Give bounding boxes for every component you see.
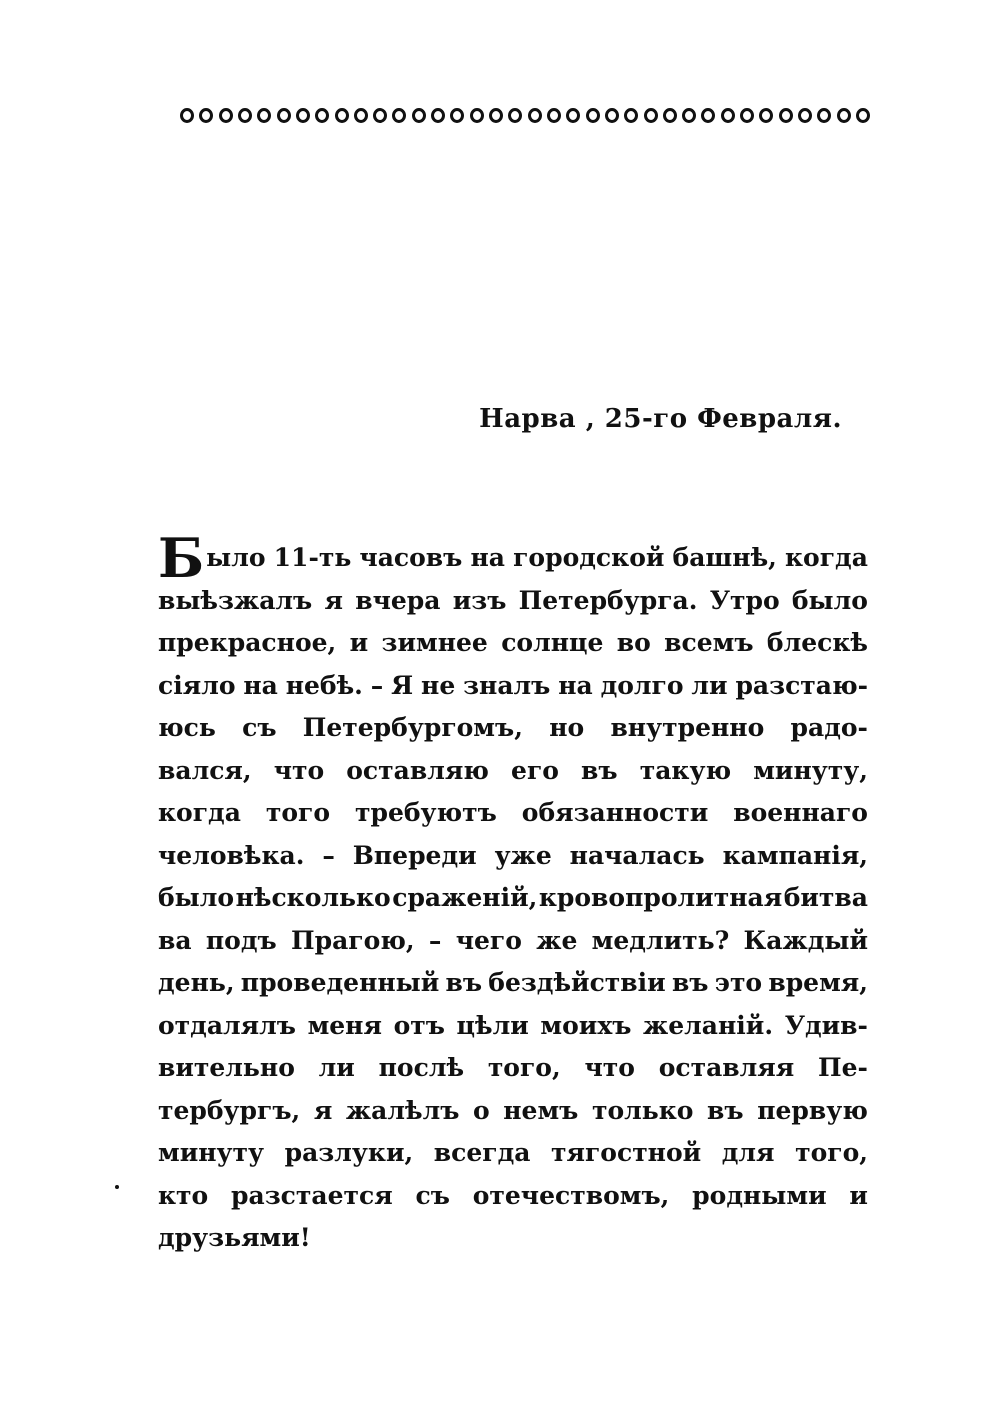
word: зимнее [381, 628, 488, 657]
word: оставляю [346, 755, 489, 785]
ornament-ring [412, 108, 426, 123]
word: въ [445, 968, 483, 997]
word: минуту, [753, 755, 868, 785]
word: на [470, 543, 505, 572]
word: разстается [231, 1180, 393, 1210]
word: Впереди [352, 840, 477, 870]
word: минуту [158, 1138, 265, 1167]
ornament-ring [392, 108, 406, 123]
ornament-ring [856, 108, 870, 123]
word: ли [691, 670, 728, 700]
word: разлуки, [284, 1138, 414, 1167]
ornament-ring [682, 108, 696, 123]
ornament-ring [335, 108, 349, 123]
word: чего [455, 925, 522, 955]
ornament-ring [779, 108, 793, 123]
ornament-ring [489, 108, 503, 123]
ornament-ring [644, 108, 658, 123]
word: часовъ [359, 543, 463, 572]
ornament-ring [759, 108, 773, 123]
word: когда [785, 543, 868, 572]
word: выѣзжалъ [158, 585, 313, 615]
ornament-ring [624, 108, 638, 123]
text-line-content: друзьями! [158, 1223, 311, 1252]
word: прекрасное, [158, 628, 337, 657]
word: Петербурга. [518, 585, 698, 615]
word: я [313, 1095, 333, 1125]
ornament-ring [566, 108, 580, 123]
word: разстаю- [735, 670, 868, 700]
word: на [558, 670, 593, 700]
word: о [472, 1095, 490, 1125]
word: вительно [158, 1053, 295, 1082]
ornament-ring [547, 108, 561, 123]
word: же [536, 925, 578, 955]
text-line [158, 1175, 868, 1218]
word: отдалялъ [158, 1010, 296, 1040]
word: тягостной [551, 1138, 702, 1167]
ornament-ring [277, 108, 291, 123]
word: кто [158, 1180, 209, 1210]
ornament-ring [740, 108, 754, 123]
word: только [591, 1095, 694, 1125]
word: кровопролитная [538, 883, 783, 912]
word: радо- [790, 713, 868, 742]
word: долго [600, 670, 684, 700]
word: небѣ. [285, 670, 363, 700]
word: отечествомъ, [472, 1180, 670, 1210]
word: и [849, 1180, 868, 1210]
word: всегда [433, 1138, 531, 1167]
word: послѣ [378, 1053, 465, 1082]
word: военнаго [733, 798, 868, 827]
ornament-ring [837, 108, 851, 123]
dateline: Нарва , 25-го Февраля. [479, 404, 842, 434]
word: было [791, 585, 868, 615]
word: цѣли [456, 1010, 529, 1040]
ornament-ring [586, 108, 600, 123]
word: и [349, 628, 369, 657]
word: Прагою, [291, 925, 415, 955]
word: того, [487, 1053, 561, 1082]
word: 11-ть [273, 543, 352, 572]
word: внутренно [610, 713, 765, 742]
word: на [243, 670, 278, 700]
word: того, [795, 1138, 868, 1167]
ornament-ring [508, 108, 522, 123]
text-line [158, 792, 868, 835]
ornament-ring [701, 108, 715, 123]
word: такую [639, 755, 732, 785]
word: было [158, 883, 235, 912]
ornament-ring [605, 108, 619, 123]
word: сраженій, [392, 883, 538, 912]
word: не [421, 670, 456, 700]
word: башнѣ, [672, 543, 777, 572]
word: родными [692, 1180, 827, 1210]
header-ornament [180, 95, 870, 135]
word: желаній. [643, 1010, 774, 1040]
word: ва [158, 925, 192, 955]
word: – [322, 840, 335, 870]
ornament-ring [199, 108, 213, 123]
word: въ [581, 755, 618, 785]
word: городской [513, 543, 665, 572]
ornament-ring [315, 108, 329, 123]
word: для [721, 1138, 775, 1167]
word: Утро [709, 585, 780, 615]
text-line-last [158, 1217, 868, 1260]
ornament-ring [219, 108, 233, 123]
text-line [158, 962, 868, 1005]
word: его [511, 755, 559, 785]
word: вался, [158, 755, 252, 785]
word: отъ [393, 1010, 445, 1040]
word: тербургъ, [158, 1095, 301, 1125]
word: проведенный [240, 968, 440, 997]
text-line [158, 877, 868, 920]
word: обязанности [521, 798, 709, 827]
word: битва [783, 883, 868, 912]
stray-ink-mark [115, 1185, 119, 1189]
ornament-ring [373, 108, 387, 123]
ornament-ring [354, 108, 368, 123]
text-line [158, 1132, 868, 1175]
word: жалѣлъ [345, 1095, 460, 1125]
word: Было [158, 526, 266, 590]
word: сіяло [158, 670, 236, 700]
ornament-ring [296, 108, 310, 123]
text-line [158, 665, 868, 708]
word: того [265, 798, 331, 827]
word: моихъ [540, 1010, 632, 1040]
ornament-ring [528, 108, 542, 123]
word: Петербургомъ, [302, 713, 523, 742]
word: требуютъ [354, 798, 497, 827]
word: бездѣйствіи [488, 968, 666, 997]
ornament-ring [450, 108, 464, 123]
text-line [158, 1005, 868, 1048]
word: съ [242, 713, 277, 742]
word: когда [158, 798, 241, 827]
word: немъ [503, 1095, 579, 1125]
ornament-ring [238, 108, 252, 123]
dropcap: Б [158, 526, 205, 590]
word: – [370, 670, 384, 700]
word: время, [768, 968, 868, 997]
ornament-ring [798, 108, 812, 123]
word: Удив- [784, 1010, 868, 1040]
word: это [714, 968, 763, 997]
word: я [324, 585, 343, 615]
body-text [158, 526, 868, 1260]
ornament-ring [180, 108, 194, 123]
word: Пе- [818, 1053, 868, 1082]
text-line [158, 526, 868, 590]
ornament-ring [431, 108, 445, 123]
word: что [584, 1053, 635, 1082]
text-line [158, 580, 868, 623]
word: во [616, 628, 651, 657]
word: всемъ [664, 628, 754, 657]
word: вчера [355, 585, 441, 615]
ornament-ring [470, 108, 484, 123]
text-line [158, 1047, 868, 1090]
word: человѣка. [158, 840, 305, 870]
text-line [158, 835, 868, 878]
text-line [158, 622, 868, 665]
word: блескѣ [766, 628, 868, 657]
word: Каждый [743, 925, 868, 955]
word: ли [318, 1053, 355, 1082]
word: въ [671, 968, 709, 997]
word: уже [494, 840, 552, 870]
word: нѣсколько [235, 883, 391, 912]
word: – [428, 925, 442, 955]
ornament-ring [257, 108, 271, 123]
word: кампанія, [722, 840, 868, 870]
word: день, [158, 968, 235, 997]
text-line [158, 920, 868, 963]
ornament-ring [817, 108, 831, 123]
word: оставляя [658, 1053, 795, 1082]
ornament-ring [721, 108, 735, 123]
word: изъ [452, 585, 507, 615]
word: началась [569, 840, 705, 870]
word: солнце [501, 628, 604, 657]
word: первую [757, 1095, 868, 1125]
word: меня [307, 1010, 382, 1040]
text-line [158, 1090, 868, 1133]
word: подъ [205, 925, 277, 955]
word: юсь [158, 713, 216, 742]
text-line [158, 707, 868, 750]
word: медлить? [591, 925, 730, 955]
word: въ [707, 1095, 744, 1125]
text-line [158, 750, 868, 793]
word: съ [415, 1180, 450, 1210]
word: Я [391, 670, 414, 700]
word: что [273, 755, 325, 785]
ornament-ring [663, 108, 677, 123]
word: но [549, 713, 585, 742]
word: зналъ [463, 670, 551, 700]
